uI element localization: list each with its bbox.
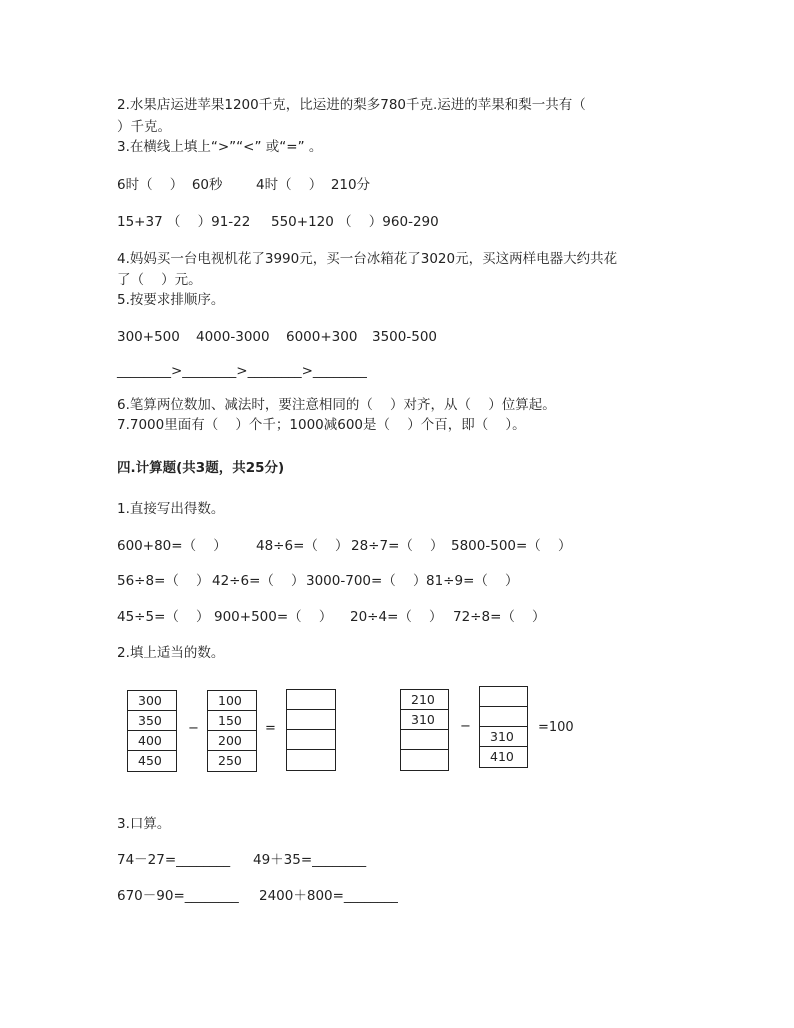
s1-item: 5800-500=（ ） — [451, 538, 572, 554]
s1-item: 72÷8=（ ） — [453, 609, 546, 625]
stack-cell: 410 — [490, 749, 514, 764]
s1-item: 20÷4=（ ） — [350, 609, 443, 625]
section4-title: 四.计算题(共3题，共25分) — [117, 460, 285, 476]
q5-item: 6000+300 — [286, 329, 358, 345]
stack-cell-blank[interactable] — [287, 750, 335, 770]
result-text: =100 — [538, 720, 574, 735]
s1-item: 42÷6=（ ） — [212, 573, 305, 589]
stack-cell: 450 — [138, 753, 162, 768]
q3-row1-left: 6时（ ） 60秒 — [117, 177, 223, 193]
equals-sign: = — [265, 721, 276, 736]
q5-item: 4000-3000 — [196, 329, 270, 345]
q7-text: 7.7000里面有（ ）个千；1000减600是（ ）个百，即（ ）。 — [117, 417, 526, 433]
stack-box-b — [207, 690, 257, 772]
stack-cell-blank[interactable] — [480, 707, 527, 727]
stack-cell: 310 — [401, 710, 448, 730]
s3-title: 3.口算。 — [117, 816, 171, 832]
stack-cell-blank[interactable] — [287, 730, 335, 750]
s1-item: 900+500=（ ） — [214, 609, 333, 625]
stack-cell: 400 — [128, 731, 176, 751]
stack-cell: 310 — [480, 727, 527, 747]
q4-line1: 4.妈妈买一台电视机花了3990元，买一台冰箱花了3020元，买这两样电器大约共花 — [117, 251, 618, 267]
stack-cell: 210 — [401, 690, 448, 710]
stack-box-a — [127, 690, 177, 772]
stack-box-c — [286, 689, 336, 771]
stack-cell-blank[interactable] — [401, 730, 448, 750]
s1-item: 600+80=（ ） — [117, 538, 227, 554]
stack-cell: 300 — [128, 691, 176, 711]
q3-title: 3.在横线上填上“>”“<” 或“=” 。 — [117, 139, 323, 155]
minus-sign: − — [188, 721, 199, 736]
q5-order-line: ________>________>________>________ — [117, 363, 367, 379]
stack-cell: 350 — [128, 711, 176, 731]
s3-item: 49＋35=________ — [253, 852, 367, 868]
minus-sign: − — [460, 719, 471, 734]
s1-item: 45÷5=（ ） — [117, 609, 210, 625]
stack-box-d — [400, 689, 449, 771]
stack-cell-blank[interactable] — [287, 690, 335, 710]
stack-cell: 200 — [208, 731, 256, 751]
s3-item: 74－27=________ — [117, 852, 231, 868]
q2-line2: ）千克。 — [117, 119, 171, 135]
s1-title: 1.直接写出得数。 — [117, 501, 225, 517]
q6-text: 6.笔算两位数加、减法时，要注意相同的（ ）对齐，从（ ）位算起。 — [117, 397, 556, 413]
s3-item: 2400＋800=________ — [259, 888, 398, 904]
s1-item: 3000-700=（ ） — [306, 573, 427, 589]
stack-cell-blank[interactable] — [287, 710, 335, 730]
q5-item: 300+500 — [117, 329, 180, 345]
q3-row1-right: 4时（ ） 210分 — [256, 177, 371, 193]
stack-box-e — [479, 686, 528, 768]
q5-item: 3500-500 — [372, 329, 437, 345]
s1-item: 48÷6=（ ） — [256, 538, 349, 554]
s1-item: 28÷7=（ ） — [351, 538, 444, 554]
stack-cell: 250 — [218, 753, 242, 768]
s1-item: 56÷8=（ ） — [117, 573, 210, 589]
q3-row2-left: 15+37 （ ）91-22 — [117, 214, 251, 230]
stack-cell-blank[interactable] — [401, 750, 448, 770]
stack-cell: 150 — [208, 711, 256, 731]
q5-title: 5.按要求排顺序。 — [117, 292, 225, 308]
s1-item: 81÷9=（ ） — [426, 573, 519, 589]
s3-item: 670－90=________ — [117, 888, 239, 904]
stack-cell: 100 — [208, 691, 256, 711]
q2-line1: 2.水果店运进苹果1200千克，比运进的梨多780千克.运进的苹果和梨一共有（ — [117, 97, 586, 113]
s2-title: 2.填上适当的数。 — [117, 645, 225, 661]
q4-line2: 了（ ）元。 — [117, 272, 202, 288]
q3-row2-right: 550+120 （ ）960-290 — [271, 214, 439, 230]
stack-cell-blank[interactable] — [480, 687, 527, 707]
